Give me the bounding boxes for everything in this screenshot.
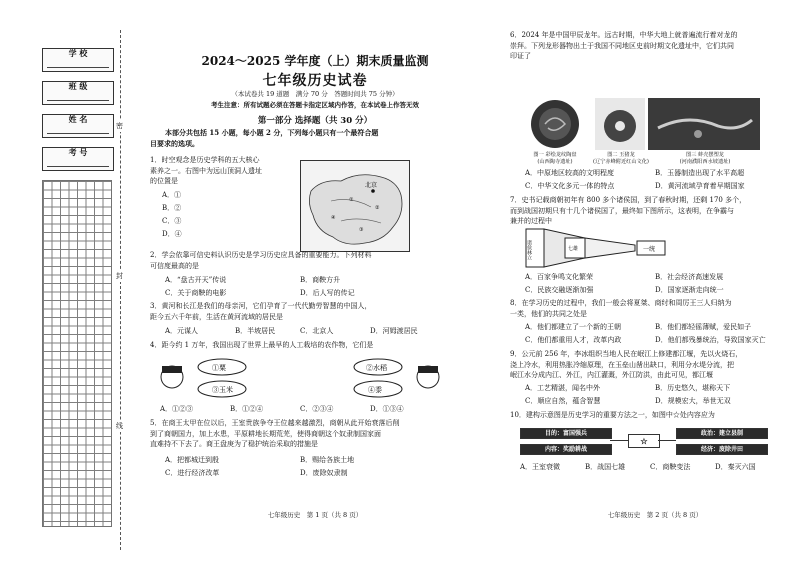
page-footer: 七年级历史 第 1 页（共 8 页） bbox=[267, 511, 363, 519]
option: D．他们都残暴统治，导致国家灭亡 bbox=[655, 336, 766, 344]
option: B．玉器制造出现了水平高超 bbox=[655, 169, 745, 177]
option: B．商鞅方升 bbox=[300, 276, 341, 284]
option: D．国家逐渐走向统一 bbox=[655, 286, 724, 294]
section-heading: 第一部分 选择题（共 30 分） bbox=[257, 116, 373, 126]
option: A．把都城迁到殷 bbox=[165, 456, 220, 464]
artifact-image-2 bbox=[595, 98, 645, 150]
option: B．历史悠久，堪称天下 bbox=[655, 384, 731, 392]
stage-3: 一统 bbox=[643, 246, 656, 253]
stage-1: 诸侯林立 bbox=[526, 240, 532, 260]
binding-strip bbox=[0, 0, 128, 561]
option: D．①③④ bbox=[370, 405, 404, 413]
intro-line: 目要求的选项。 bbox=[150, 139, 199, 148]
stage-2: 七雄 bbox=[568, 246, 579, 252]
bubble-3: ③玉米 bbox=[212, 386, 233, 394]
option: D．规模宏大，举世无双 bbox=[655, 397, 731, 405]
exam-notice: 考生注意：所有试题必须在答题卡指定区域内作答，在本试卷上作答无效 bbox=[211, 101, 419, 109]
class-field: 班 级 bbox=[42, 81, 114, 105]
option: C．中华文化多元一体的特点 bbox=[525, 182, 615, 190]
exam-meta: （本试卷共 19 道题 满分 70 分 答题时间共 75 分钟） bbox=[231, 90, 399, 98]
option: C．②③④ bbox=[300, 405, 334, 413]
option: D．河姆渡居民 bbox=[370, 327, 418, 335]
option: B．② bbox=[162, 204, 182, 212]
concept-box-right-top: 政治：建立县制 bbox=[676, 428, 768, 439]
map-label: 北京 bbox=[365, 182, 378, 189]
option: D．后人写的传记 bbox=[300, 289, 355, 297]
option: A．中原地区较高的文明程度 bbox=[525, 169, 615, 177]
intro-line: 本部分共包括 15 小题，每小题 2 分，下列每小题只有一个最符合题 bbox=[165, 128, 379, 137]
option: C．商鞅变法 bbox=[650, 463, 691, 471]
option: C．民族交融逐渐加强 bbox=[525, 286, 594, 294]
question-1: 1．时空观念是历史学科的五大核心 素养之一。右图中为远山顶洞人遗址 的位置是 bbox=[150, 156, 262, 185]
seal-word: 密 bbox=[116, 122, 123, 130]
question-10: 10．建构示意图是历史学习的重要方法之一，如图中☆处内容应为 bbox=[510, 411, 715, 419]
option: C．③ bbox=[162, 217, 182, 225]
option: B．社会经济高速发展 bbox=[655, 273, 724, 281]
option: B．战国七雄 bbox=[585, 463, 626, 471]
concept-box-left-bottom: 内容：奖励耕战 bbox=[520, 444, 612, 455]
svg-text:④: ④ bbox=[331, 215, 336, 221]
option: A．王室衰微 bbox=[520, 463, 561, 471]
bubble-4: ④黍 bbox=[368, 386, 382, 394]
option: D．④ bbox=[162, 230, 182, 238]
concept-box-left-top: 目的：富国强兵 bbox=[520, 428, 612, 439]
answer-grid bbox=[42, 180, 112, 527]
option: C．顺应自然，蕴含智慧 bbox=[525, 397, 601, 405]
caption-1: 图一 彩绘龙纹陶盘 (山西陶寺遗址) bbox=[533, 152, 577, 165]
question-3: 3．黄河和长江是我们的母亲河，它们孕育了一代代勤劳智慧的中国人， 距今五六千年前，生活在黄河流域的居民是 bbox=[150, 302, 372, 321]
option: B．半坡居民 bbox=[235, 327, 276, 335]
option: D．黄河流域孕育着早期国家 bbox=[655, 182, 745, 190]
concept-box-right-bottom: 经济：废除井田 bbox=[676, 444, 768, 455]
option: A．①②③ bbox=[160, 405, 194, 413]
q7-funnel-diagram bbox=[525, 228, 685, 268]
exam-no-field: 考 号 bbox=[42, 147, 114, 171]
bubble-1: ①粟 bbox=[212, 364, 226, 372]
option: A．① bbox=[162, 191, 182, 199]
artifact-image-3 bbox=[648, 98, 760, 150]
question-2: 2．学会依靠可信史料认识历史是学习历史应具备的重要能力。下列材料 可信度最高的是 bbox=[150, 251, 372, 270]
q4-illustration bbox=[150, 353, 480, 399]
option: A．工艺精湛，闻名中外 bbox=[525, 384, 601, 392]
option: A．元谋人 bbox=[165, 327, 199, 335]
option: A．他们都建立了一个新的王朝 bbox=[525, 323, 622, 331]
option: D．秦灭六国 bbox=[715, 463, 756, 471]
option: C．关于商鞅的电影 bbox=[165, 289, 227, 297]
caption-3: 图三 蚌壳摆塑龙 (河南濮阳西水坡遗址) bbox=[679, 152, 731, 165]
option: A．百家争鸣文化繁荣 bbox=[525, 273, 594, 281]
question-7: 7．史书记载商朝初年有 800 多个诸侯国，到了春秋时期，还剩 170 多个， 而到战国初期只有十几个诸侯国了，最终如下图所示，这表明，在争霸与 兼并的过程中 bbox=[510, 196, 747, 225]
svg-text:①: ① bbox=[349, 197, 354, 203]
option: A．“盘古开天”传说 bbox=[165, 276, 227, 284]
china-map bbox=[300, 160, 410, 252]
school-field: 学 校 bbox=[42, 48, 114, 72]
option: C．进行经济改革 bbox=[165, 469, 220, 477]
question-6: 6．2024 年是中国甲辰龙年。远古时期，中华大地上就普遍流行着对龙的 崇拜。下列龙形器物出土于我国不同地区史前时期文化遗址中，它们共同 印证了 bbox=[510, 31, 738, 60]
option: B．赐给各族土地 bbox=[300, 456, 355, 464]
question-9: 9．公元前 256 年，李冰组织当地人民在岷江上修建都江堰，先以火烧石， 浇上冷水，利用热胀冷缩原理，在玉垒山凿出缺口，利用分水堤分流，把 岷江水分成内江、外江，内江灌溉，外江防洪，由此可见，都江堰 bbox=[510, 350, 743, 379]
page-footer: 七年级历史 第 2 页（共 8 页） bbox=[607, 511, 703, 519]
question-4: 4．距今约 1 万年，我国出现了世界上最早的人工栽培的农作物，它们是 bbox=[150, 341, 374, 349]
option: D．废除奴隶制 bbox=[300, 469, 348, 477]
concept-box-center: ☆ bbox=[628, 434, 660, 448]
artifact-image-1 bbox=[520, 98, 590, 150]
option: B．他们都轻徭薄赋，爱民如子 bbox=[655, 323, 752, 331]
option: C．他们都重用人才，改革内政 bbox=[525, 336, 622, 344]
option: B．①②④ bbox=[230, 405, 264, 413]
bubble-2: ②水稻 bbox=[366, 364, 387, 372]
option: C．北京人 bbox=[300, 327, 334, 335]
question-5: 5．在商王太甲在位以后，王室贵族争夺王位越来越激烈，商朝从此开始衰落后削 到了商朝国力，加上水患，平原耕地长期荒芜，使得商朝这个奴隶制国家面 直难持不下去了。商王盘庚为了稳护统治采取的措施是 bbox=[150, 419, 400, 448]
seal-word: 封 bbox=[116, 272, 123, 280]
question-8: 8．在学习历史的过程中，我们一般会将夏桀、商纣和周厉王三人归纳为 一类，他们的共同之处是 bbox=[510, 299, 732, 318]
svg-text:②: ② bbox=[375, 205, 380, 211]
name-field: 姓 名 bbox=[42, 114, 114, 138]
seal-line bbox=[120, 30, 121, 550]
exam-subtitle: 七年级历史试卷 bbox=[262, 73, 368, 89]
svg-text:③: ③ bbox=[359, 227, 364, 233]
seal-word: 线 bbox=[116, 422, 123, 430]
caption-2: 图二 玉猪龙 (辽宁赤峰附近红山文化) bbox=[593, 152, 649, 165]
exam-title: 2024～2025 学年度（上）期末质量监测 bbox=[201, 54, 429, 68]
